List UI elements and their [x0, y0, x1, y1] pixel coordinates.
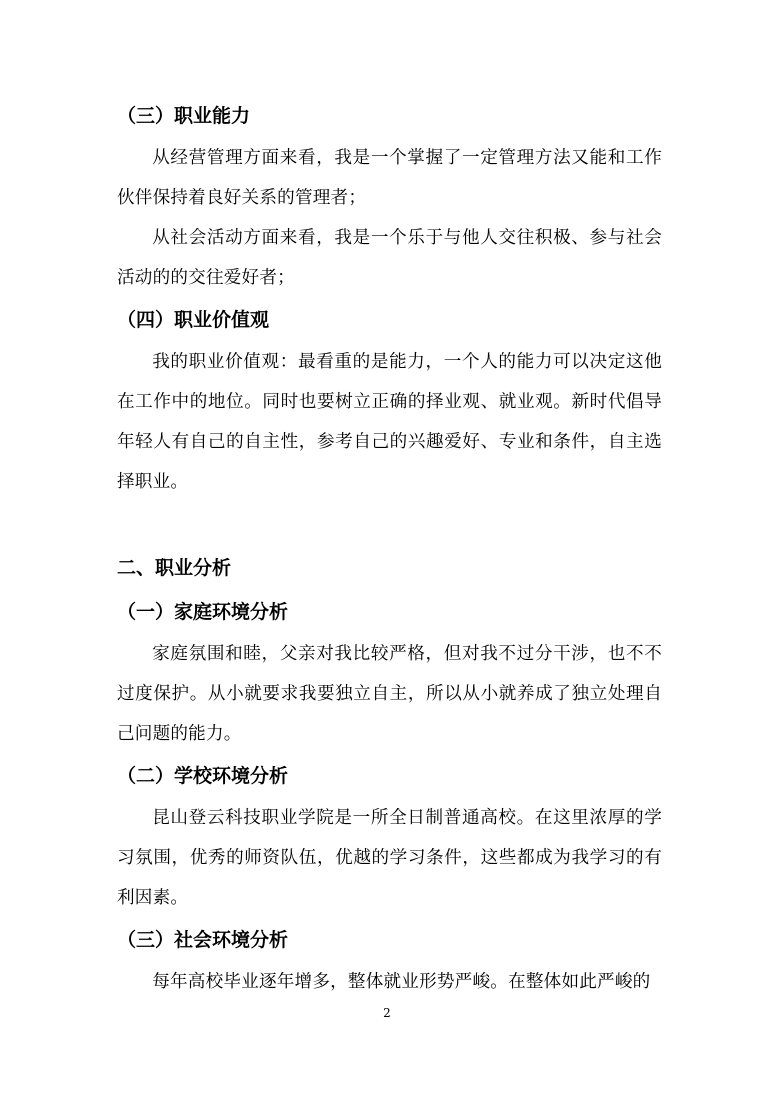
subheading-career-values: （四）职业价值观	[117, 309, 270, 331]
paragraph-family-environment: 家庭氛围和睦，父亲对我比较严格，但对我不过分干涉，也不不过度保护。从小就要求我要独立自主，所以从小就养成了独立处理自己问题的能力。	[117, 644, 662, 744]
paragraph-career-values: 我的职业价值观：最看重的是能力，一个人的能力可以决定这他在工作中的地位。同时也要树立正确的择业观、就业观。新时代倡导年轻人有自己的自主性，参考自己的兴趣爱好、专业和条件，自主选择职业。	[117, 352, 662, 492]
paragraph-school-environment: 昆山登云科技职业学院是一所全日制普通高校。在这里浓厚的学习氛围，优秀的师资队伍，优越的学习条件，这些都成为我学习的有利因素。	[117, 808, 662, 908]
subheading-social-environment: （三）社会环境分析	[117, 929, 289, 951]
page-number: 2	[383, 1006, 391, 1020]
heading-career-analysis: 二、职业分析	[117, 557, 232, 579]
paragraph-management-ability: 从经营管理方面来看，我是一个掌握了一定管理方法又能和工作伙伴保持着良好关系的管理者；	[117, 148, 662, 208]
page-content	[117, 94, 662, 1002]
paragraph-social-ability: 从社会活动方面来看，我是一个乐于与他人交往积极、参与社会活动的的交往爱好者；	[117, 228, 662, 288]
paragraph-social-environment: 每年高校毕业逐年增多，整体就业形势严峻。在整体如此严峻的	[152, 972, 651, 992]
subheading-family-environment: （一）家庭环境分析	[117, 601, 289, 623]
subheading-school-environment: （二）学校环境分析	[117, 765, 289, 787]
subheading-career-ability: （三）职业能力	[117, 105, 251, 127]
